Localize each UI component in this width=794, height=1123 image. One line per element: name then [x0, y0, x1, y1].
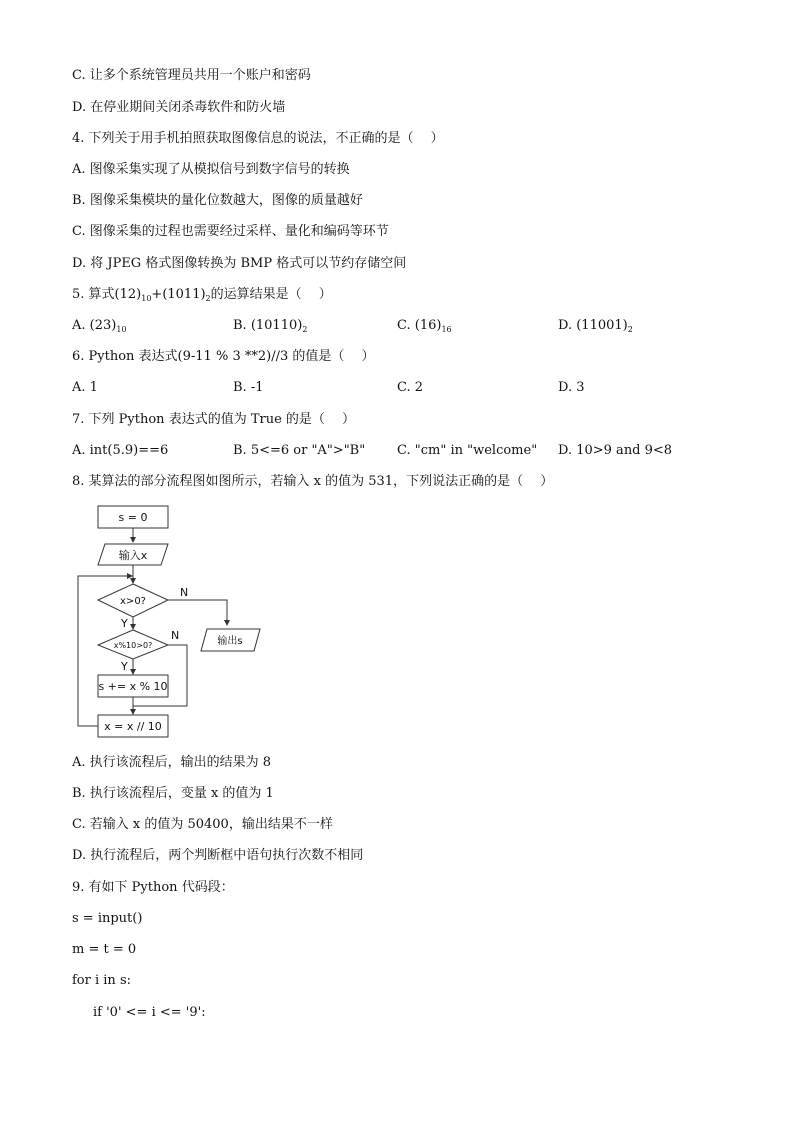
- question-7-stem: 7. 下列 Python 表达式的值为 True 的是（ ）: [72, 412, 356, 427]
- decision-1-label: x>0?: [120, 596, 146, 607]
- code-line-3: for i in s:: [72, 973, 131, 988]
- question-7-option-d: D. 10>9 and 9<8: [558, 443, 673, 458]
- decision-2-yes-label: Y: [121, 660, 128, 673]
- question-8-option-d: D. 执行流程后，两个判断框中语句执行次数不相同: [72, 848, 364, 863]
- question-4-option-d: D. 将 JPEG 格式图像转换为 BMP 格式可以节约存储空间: [72, 256, 407, 271]
- question-8-option-c: C. 若输入 x 的值为 50400，输出结果不一样: [72, 817, 333, 832]
- divide-label: x = x // 10: [104, 720, 162, 733]
- question-4-stem: 4. 下列关于用手机拍照获取图像信息的说法，不正确的是（ ）: [72, 131, 444, 146]
- question-4-option-c: C. 图像采集的过程也需要经过采样、量化和编码等环节: [72, 224, 389, 239]
- option-d-line: D. 在停业期间关闭杀毒软件和防火墙: [72, 100, 286, 115]
- decision-2-label: x%10>0?: [113, 641, 153, 650]
- question-6-option-a: A. 1: [72, 380, 98, 395]
- decision-1-no-label: N: [180, 586, 189, 599]
- question-7-option-b: B. 5<=6 or "A">"B": [233, 443, 366, 458]
- decision-1-yes-label: Y: [121, 617, 128, 630]
- code-line-2: m = t = 0: [72, 942, 137, 957]
- question-5-stem: 5. 算式$(12)_{10}+(1011)_2$的运算结果是（ ）: [72, 287, 332, 303]
- question-7-option-c: C. "cm" in "welcome": [397, 443, 538, 458]
- question-5-option-d: D. $(11001)_2$: [558, 318, 633, 334]
- accumulate-label: s += x % 10: [98, 680, 168, 693]
- question-7-option-a: A. int(5.9)==6: [72, 443, 169, 458]
- option-c-line: C. 让多个系统管理员共用一个账户和密码: [72, 68, 311, 83]
- question-6-option-c: C. 2: [397, 380, 424, 395]
- flowchart: [70, 500, 270, 742]
- question-8-option-a: A. 执行该流程后，输出的结果为 8: [72, 755, 272, 770]
- init-label: s = 0: [118, 511, 148, 524]
- question-4-option-a: A. 图像采集实现了从模拟信号到数字信号的转换: [72, 162, 350, 177]
- input-label: 输入x: [118, 549, 148, 562]
- question-5-option-a: A. $(23)_{10}$: [72, 318, 127, 334]
- code-line-4: if '0' <= i <= '9':: [93, 1005, 206, 1020]
- question-5-option-b: B. $(10110)_2$: [233, 318, 308, 334]
- question-4-option-b: B. 图像采集模块的量化位数越大，图像的质量越好: [72, 193, 363, 208]
- question-8-stem: 8. 某算法的部分流程图如图所示，若输入 x 的值为 531，下列说法正确的是（ ）: [72, 474, 554, 489]
- question-5-option-c: C. $(16)_{16}$: [397, 318, 452, 334]
- question-6-option-d: D. 3: [558, 380, 585, 395]
- decision-2-no-label: N: [171, 629, 180, 642]
- question-6-stem: 6. Python 表达式(9-11 % 3 **2)//3 的值是（ ）: [72, 349, 375, 364]
- output-label: 输出s: [217, 636, 243, 647]
- question-6-option-b: B. -1: [233, 380, 264, 395]
- code-line-1: s = input(): [72, 911, 143, 926]
- arrow-cond1-no: [168, 600, 227, 625]
- question-9-stem: 9. 有如下 Python 代码段：: [72, 880, 234, 895]
- question-8-option-b: B. 执行该流程后，变量 x 的值为 1: [72, 786, 274, 801]
